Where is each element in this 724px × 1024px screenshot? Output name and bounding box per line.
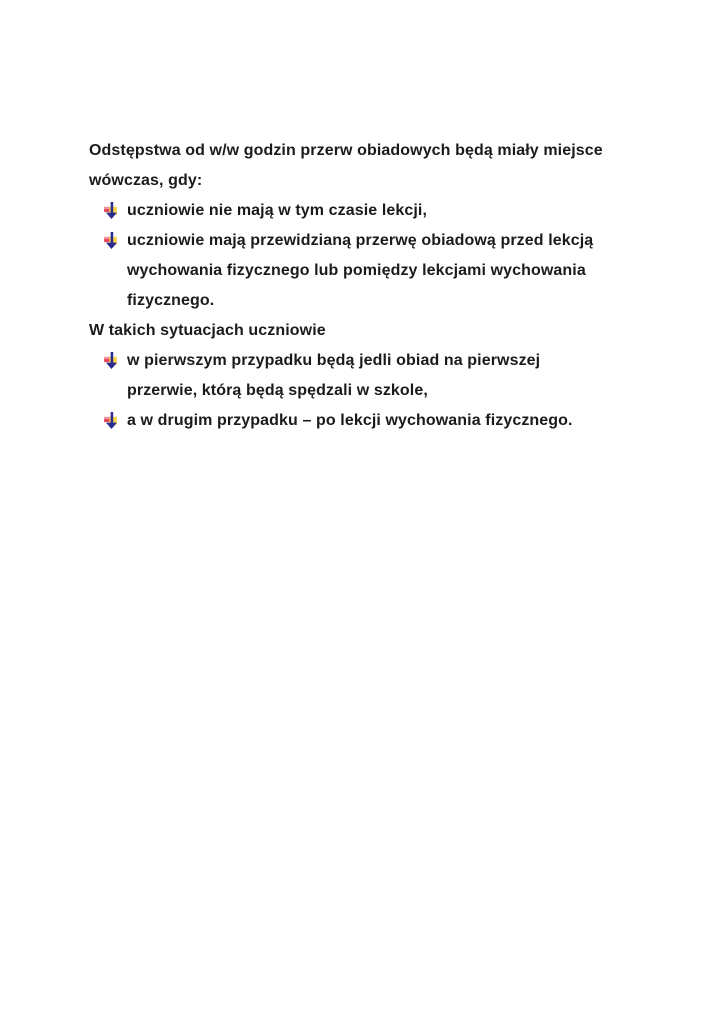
list-item <box>89 226 649 316</box>
list-item <box>89 346 649 406</box>
text-line: wówczas, gdy: <box>89 172 203 189</box>
paragraph-intro <box>89 136 649 196</box>
text-line: przerwie, którą będą spędzali w szkole, <box>127 382 428 399</box>
text-line: uczniowie mają przewidzianą przerwę obiadową przed lekcją <box>127 232 594 249</box>
text-line: Odstępstwa od w/w godzin przerw obiadowych będą miały miejsce <box>89 142 603 159</box>
text-line: wychowania fizycznego lub pomiędzy lekcjami wychowania <box>127 262 586 279</box>
text-line: fizycznego. <box>127 292 215 309</box>
down-arrow-bullet-icon <box>103 352 120 369</box>
text-line: a w drugim przypadku – po lekcji wychowania fizycznego. <box>127 412 573 429</box>
down-arrow-bullet-icon <box>103 202 120 219</box>
text-line: w pierwszym przypadku będą jedli obiad na pierwszej <box>127 352 541 369</box>
down-arrow-bullet-icon <box>103 232 120 249</box>
document-content <box>89 136 649 436</box>
text-line: uczniowie nie mają w tym czasie lekcji, <box>127 202 428 219</box>
list-item <box>89 196 649 226</box>
down-arrow-bullet-icon <box>103 412 120 429</box>
list-item <box>89 406 649 436</box>
text-line: W takich sytuacjach uczniowie <box>89 322 326 339</box>
paragraph-middle <box>89 316 649 346</box>
